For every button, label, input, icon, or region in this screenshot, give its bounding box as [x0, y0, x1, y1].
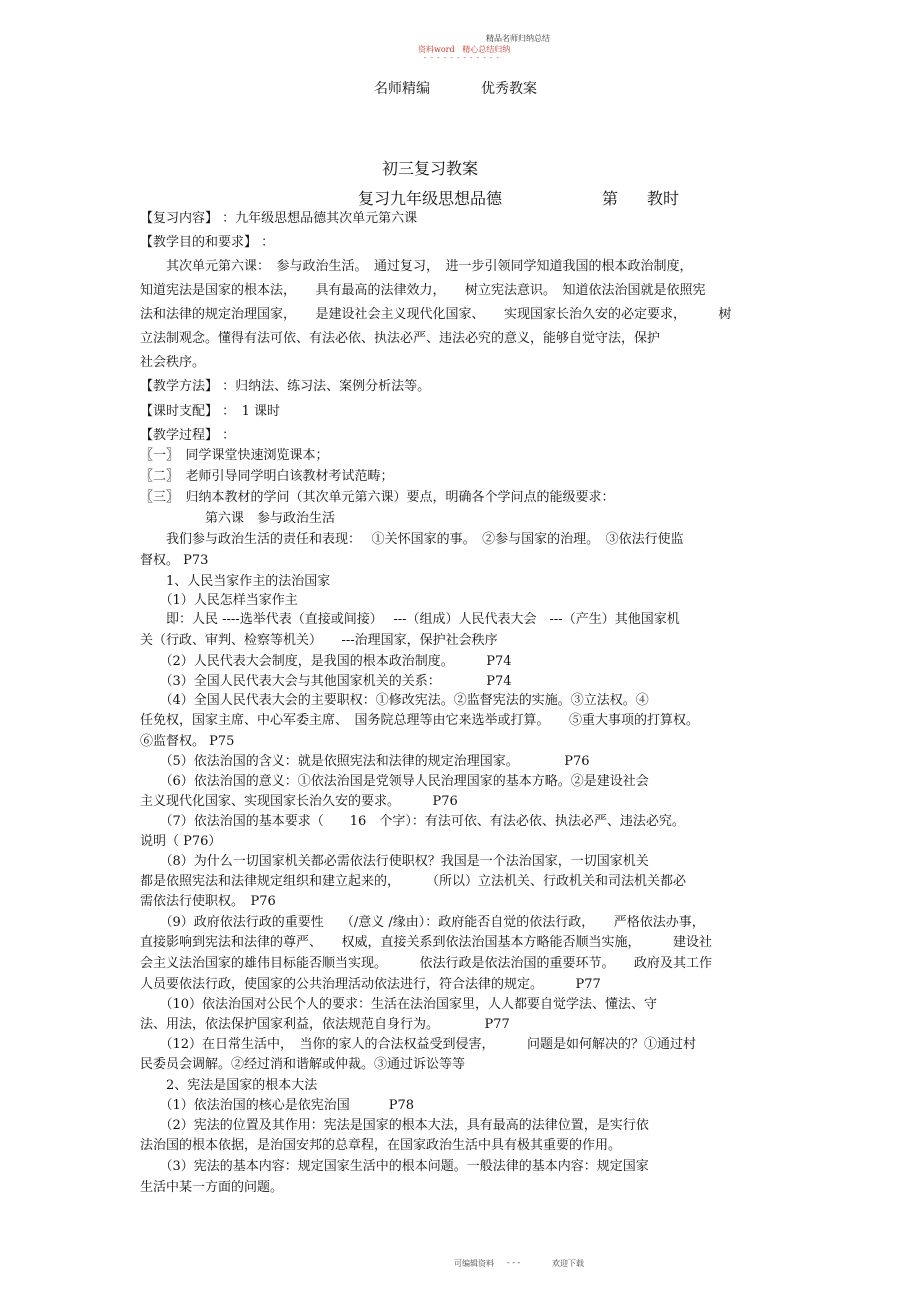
body-line: 直接影响到宪法和法律的尊严、 权威，直接关系到依法治国基本方略能否顺当实施， 建设社: [140, 935, 713, 950]
body-line: 【教学方法】 ：归纳法、练习法、案例分析法等。: [140, 379, 431, 394]
body-line: 知道宪法是国家的根本法， 具有最高的法律效力， 树立宪法意识。 知道依法治国就是依照宪: [140, 283, 706, 298]
body-line: 〖二〗 老师引导同学明白该教材考试范畴；: [140, 469, 394, 484]
body-line: 其次单元第六课： 参与政治生活。 通过复习， 进一步引领同学知道我国的根本政治制度，: [140, 259, 693, 274]
footer-right: 欢迎下载: [552, 1259, 584, 1268]
body-line: （3）宪法的基本内容：规定国家生活中的根本问题。一般法律的基本内容：规定国家: [140, 1159, 649, 1174]
body-line: （7）依法治国的基本要求（ 16 个字）：有法可依、有法必依、执法必严、违法必究。: [140, 814, 685, 829]
body-line: 督权。 P73: [140, 553, 209, 568]
header-dashes: - - - - - - - - - - - -: [424, 54, 500, 62]
body-line: 法、用法，依法保护国家利益，依法规范自身行为。 P77: [140, 1017, 510, 1032]
body-line: 主义现代化国家、实现国家长治久安的要求。 P76: [140, 794, 458, 809]
body-line: 法和法律的规定治理国家， 是建设社会主义现代化国家、 实现国家长治久安的必定要求， 树: [140, 307, 732, 322]
body-line: （2）人民代表大会制度，是我国的根本政治制度。 P74: [140, 654, 512, 669]
footer-left: 可编辑资料: [454, 1259, 494, 1268]
header-sub-note-a: 资料word: [418, 45, 455, 54]
body-line: （12）在日常生活中， 当你的家人的合法权益受到侵害， 问题是如何解决的？①通过村: [140, 1037, 697, 1052]
body-line: （8）为什么一切国家机关都必需依法行使职权？我国是一个法治国家，一切国家机关: [140, 854, 649, 869]
body-line: 【复习内容】 ：九年级思想品德其次单元第六课: [140, 211, 418, 226]
body-line: 我们参与政治生活的责任和表现： ①关怀国家的事。 ②参与国家的治理。 ③依法行使监: [140, 532, 684, 547]
body-line: 〖三〗 归纳本教材的学问（其次单元第六课）要点，明确各个学问点的能级要求：: [140, 490, 615, 505]
period-label-b: 教时: [647, 189, 680, 208]
body-line: 【教学目的和要求】 ：: [140, 235, 275, 250]
banner-left: 名师精编: [374, 81, 430, 97]
body-line: 任免权，国家主席、中心军委主席、 国务院总理等由它来选举或打算。 ⑤重大事项的打算权。: [140, 713, 700, 728]
body-line: 需依法行使职权。 P76: [140, 894, 276, 909]
body-line: 立法制观念。懂得有法可依、有法必依、执法必严、违法必究的意义，能够自觉守法，保护: [140, 331, 661, 346]
body-line: 说明（ P76）: [140, 834, 222, 849]
body-line: 法治国的根本依据，是治国安邦的总章程，在国家政治生活中具有极其重要的作用。: [140, 1138, 622, 1153]
body-line: （2）宪法的位置及其作用：宪法是国家的根本大法，具有最高的法律位置，是实行依: [140, 1118, 649, 1133]
page-subtitle: 复习九年级思想品德: [358, 189, 503, 208]
page-title: 初三复习教案: [382, 159, 479, 178]
body-line: （4）全国人民代表大会的主要职权：①修改宪法。②监督宪法的实施。③立法权。④: [140, 693, 649, 708]
header-sub-note-b: 精心总结归纳: [462, 45, 511, 54]
body-line: 即：人民 ----选举代表（直接或间接） ---（组成）人民代表大会 ---（产生）其他国家机: [140, 612, 680, 627]
body-line: 2、宪法是国家的根本大法: [140, 1078, 318, 1093]
body-line: 第六课 参与政治生活: [140, 511, 336, 526]
body-line: （5）依法治国的含义：就是依照宪法和法律的规定治理国家。 P76: [140, 754, 590, 769]
body-line: 【教学过程】 ：: [140, 428, 236, 443]
body-line: （1）依法治国的核心是依宪治国 P78: [140, 1098, 415, 1113]
body-line: （1）人民怎样当家作主: [140, 593, 298, 608]
body-line: ⑥监督权。 P75: [140, 734, 235, 749]
body-line: 〖一〗 同学课堂快速浏览课本；: [140, 448, 329, 463]
body-line: （10）依法治国对公民个人的要求：生活在法治国家里，人人都要自觉学法、懂法、守: [140, 997, 658, 1012]
body-line: 生活中某一方面的问题。: [140, 1180, 284, 1195]
body-line: （3）全国人民代表大会与其他国家机关的关系： P74: [140, 674, 512, 689]
period-label-a: 第: [602, 189, 619, 208]
body-line: 民委员会调解。②经过消和谐解或仲裁。③通过诉讼等等: [140, 1057, 466, 1072]
body-line: 1、人民当家作主的法治国家: [140, 574, 331, 589]
body-line: 都是依照宪法和法律规定组织和建立起来的， （所以）立法机关、行政机关和司法机关都必: [140, 874, 687, 889]
body-line: 会主义法治国家的雄伟目标能否顺当实现。 依法行政是依法治国的重要环节。 政府及其工作: [140, 956, 713, 971]
body-line: 人员要依法行政，使国家的公共治理活动依法进行，符合法律的规定。 P77: [140, 977, 601, 992]
body-line: 【课时支配】 ： 1 课时: [140, 404, 281, 419]
body-line: 社会秩序。: [140, 355, 206, 370]
footer-dashes: - - -: [507, 1258, 521, 1267]
banner-right: 优秀教案: [481, 81, 537, 97]
body-line: （6）依法治国的意义：①依法治国是党领导人民治理国家的基本方略。②是建设社会: [140, 774, 649, 789]
body-line: 关（行政、审判、检察等机关） ---治理国家，保护社会秩序: [140, 633, 498, 648]
header-top-note: 精品名师归纳总结: [486, 34, 550, 43]
body-line: （9）政府依法行政的重要性 （/意义 /缘由）：政府能否自觉的依法行政， 严格依法办事，: [140, 915, 705, 930]
